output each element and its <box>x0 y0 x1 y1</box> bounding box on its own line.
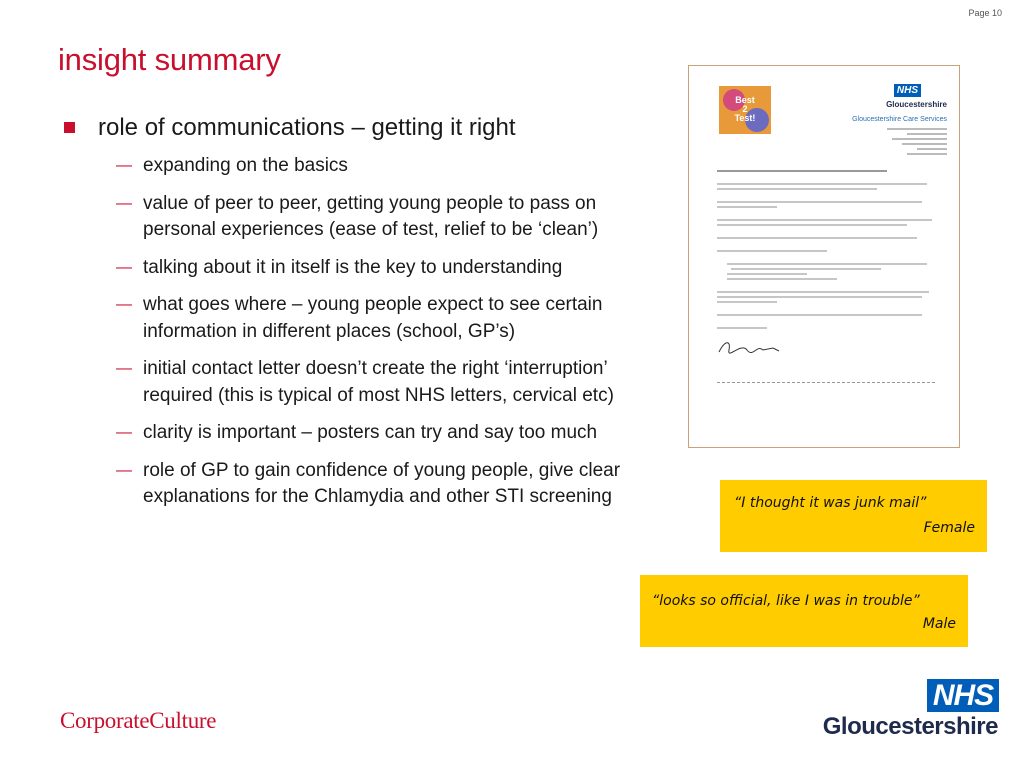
badge-line: 2 <box>742 104 748 114</box>
gloucestershire-logo-text: Gloucestershire <box>822 713 998 740</box>
sub-bullet-list <box>116 153 662 511</box>
dash-icon: — <box>116 461 132 479</box>
sub-bullet-text: what goes where – young people expect to see certain information in different places (school, GP’s) <box>143 294 603 342</box>
dash-icon: — <box>116 424 132 441</box>
page-number: Page 10 <box>968 8 1002 18</box>
dash-icon: — <box>116 194 132 212</box>
sub-bullet <box>116 153 662 180</box>
quote-attribution: Male <box>922 616 956 632</box>
main-bullet-text: role of communications – getting it right <box>98 114 516 141</box>
sub-bullet-text: talking about it in itself is the key to understanding <box>143 256 563 278</box>
dash-icon: — <box>116 157 132 174</box>
quote-attribution: Female <box>923 520 975 536</box>
sub-bullet <box>116 420 662 447</box>
nhs-logo: NHS <box>927 679 999 712</box>
quote-box-female <box>720 480 987 552</box>
sub-bullet <box>116 458 662 511</box>
letter-body-text <box>717 170 935 332</box>
sub-bullet-text: value of peer to peer, getting young people to pass on personal experiences (ease of test, relief to be ‘clean’) <box>143 192 599 240</box>
quote-text: “I thought it was junk mail” <box>734 495 927 511</box>
letter-service-name: Gloucestershire Care Services <box>852 116 947 123</box>
sub-bullet <box>116 191 662 244</box>
letter-nhs-logo: NHS <box>894 84 921 97</box>
sub-bullet-text: role of GP to gain confidence of young people, give clear explanations for the Chlamydia and other STI screening <box>143 459 621 507</box>
corporate-culture-logo: CorporateCulture <box>60 708 217 733</box>
main-bullet <box>62 113 662 143</box>
best-2-test-badge <box>719 86 771 134</box>
badge-text <box>719 96 771 123</box>
dash-icon: — <box>116 360 132 377</box>
signature-icon <box>717 338 787 358</box>
sub-bullet <box>116 255 662 282</box>
sub-bullet <box>116 292 662 345</box>
slide-title: insight summary <box>58 42 281 77</box>
dash-icon: — <box>116 296 132 313</box>
sub-bullet-text: expanding on the basics <box>143 155 348 176</box>
letter-address-block <box>867 128 947 158</box>
quote-box-male <box>640 575 968 647</box>
bullet-list <box>62 113 662 522</box>
sub-bullet-text: initial contact letter doesn’t create the right ‘interruption’ required (this is typical of most NHS letters, cervical etc) <box>143 358 614 406</box>
badge-line: Best <box>735 95 755 105</box>
sub-bullet-text: clarity is important – posters can try and say too much <box>143 422 598 443</box>
letter-org-name: Gloucestershire <box>886 100 947 109</box>
dash-icon: — <box>116 258 132 276</box>
letter-image <box>688 65 960 448</box>
badge-line: Test! <box>734 113 756 123</box>
square-bullet-icon <box>64 122 75 133</box>
sub-bullet <box>116 356 662 409</box>
quote-text: “looks so official, like I was in trouble” <box>652 593 920 609</box>
tear-off-line <box>717 382 935 383</box>
